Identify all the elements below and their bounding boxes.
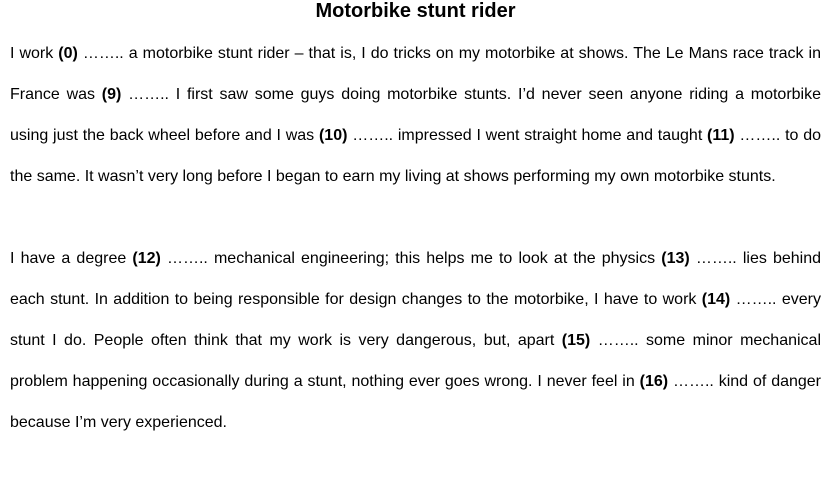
paragraph-2: [10, 238, 821, 443]
gap-number: (16): [639, 373, 669, 390]
paragraph-text: …….. impressed I went straight home and taught: [347, 127, 708, 144]
paragraph-text: …….. kind of danger because I’m very experienced.: [10, 373, 822, 431]
gap-number: (12): [132, 250, 161, 267]
paragraph-text: …….. to do the same. It wasn’t very long before I began to earn my living at shows performing my own motorbike stunts.: [10, 127, 821, 185]
gap-number: (14): [701, 291, 731, 308]
paragraph-text: …….. a motorbike stunt rider – that is, I do tricks on my motorbike at shows. The Le Mans race track in France was: [10, 45, 822, 103]
gap-number: (0): [58, 45, 78, 62]
paragraph-text: …….. mechanical engineering; this helps me to look at the physics: [160, 250, 662, 267]
paragraph-text: I have a degree: [10, 250, 133, 267]
document-title: Motorbike stunt rider: [315, 0, 516, 22]
gap-number: (15): [561, 332, 591, 349]
gap-number: (9): [101, 86, 122, 103]
paragraph-text: …….. every stunt I do. People often think that my work is very dangerous, but, apart: [10, 291, 822, 349]
paragraph-text: …….. I first saw some guys doing motorbike stunts. I’d never seen anyone riding a motorbike using just the back wheel before and I was: [10, 86, 821, 144]
gap-number: (11): [707, 127, 735, 144]
gap-number: (10): [318, 127, 348, 144]
paragraph-1: [10, 33, 821, 197]
paragraph-text: …….. lies behind each stunt. In addition to being responsible for design changes to the motorbike, I have to work: [10, 250, 822, 308]
paragraph-text: I work: [10, 45, 59, 62]
paragraph-text: …….. some minor mechanical problem happening occasionally during a stunt, nothing ever goes wrong. I never feel in: [10, 332, 822, 390]
gap-number: (13): [661, 250, 690, 267]
